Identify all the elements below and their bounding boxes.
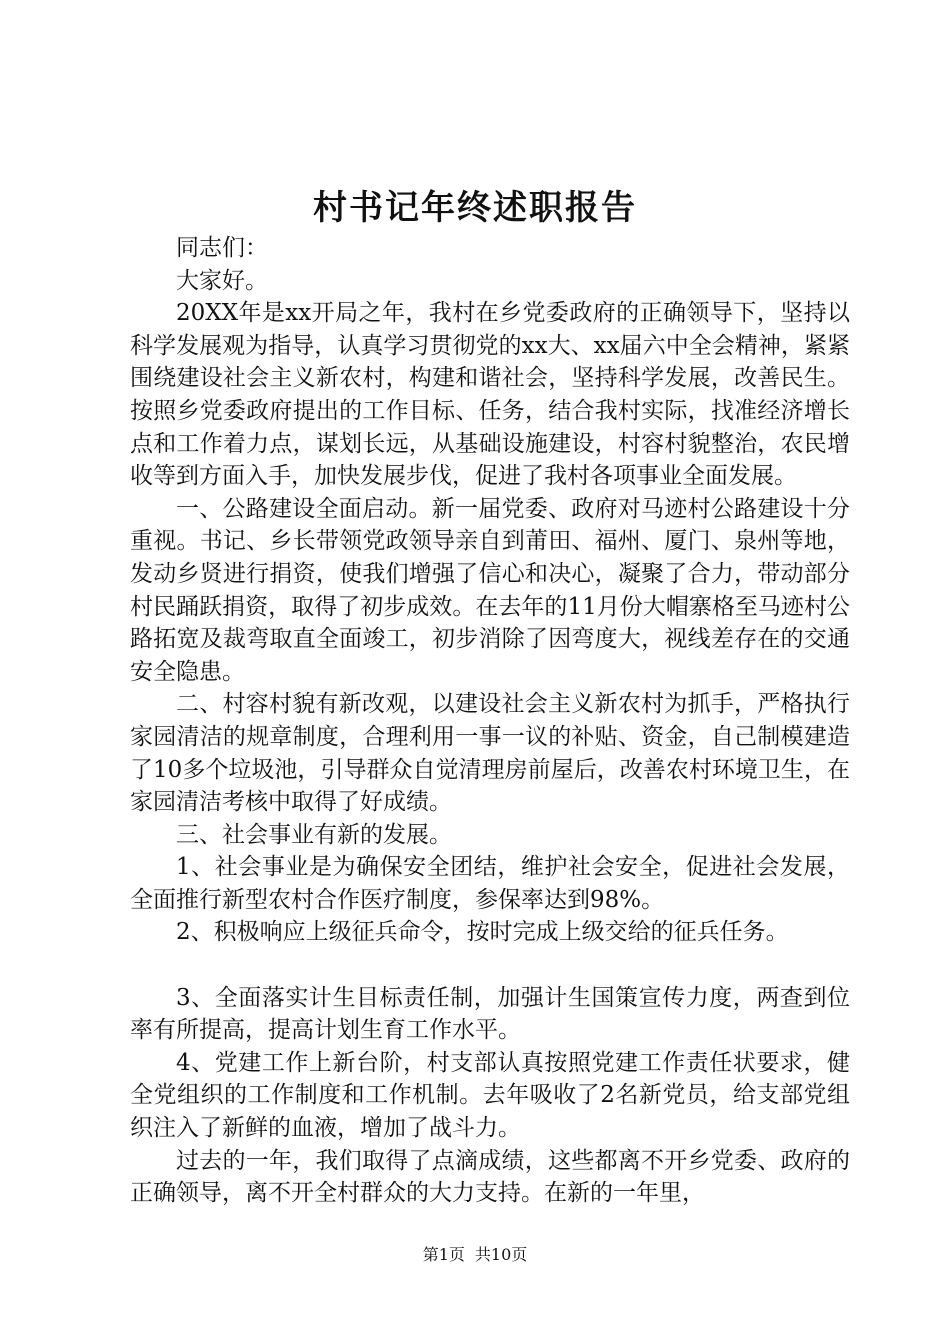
salutation: 同志们： [176,235,268,261]
document-title: 村书记年终述职报告 [313,188,637,228]
item-medical-insurance: 1、社会事业是为确保安全团结，维护社会安全，促进社会发展，全面推行新型农村合作医疗制度，参保率达到98%。 [130,854,850,913]
section-village-appearance: 二、村容村貌有新改观，以建设社会主义新农村为抓手，严格执行家园清洁的规章制度，合理利用一事一议的补贴、资金，自己制模建造了10多个垃圾池，引导群众自觉清理房前屋后，改善农村环境卫生，在家园清洁考核中取得了好成绩。 [130,691,850,816]
section-social-affairs-heading: 三、社会事业有新的发展。 [176,821,452,848]
page-number: 第1页 [422,1245,465,1264]
intro-paragraph: 20XX年是xx开局之年，我村在乡党委政府的正确领导下，坚持以科学发展观为指导，认真学习贯彻党的xx大、xx届六中全会精神，紧紧围绕建设社会主义新农村，构建和谐社会，坚持科学发展，改善民生。按照乡党委政府提出的工作目标、任务，结合我村实际，找准经济增长点和工作着力点，谋划长远，从基础设施建设，村容村貌整治，农民增收等到方面入手，加快发展步伐，促进了我村各项事业全面发展。 [130,300,850,490]
page-total: 共10页 [474,1245,528,1264]
item-party-building: 4、党建工作上新台阶，村支部认真按照党建工作责任状要求，健全党组织的工作制度和工作机制。去年吸收了2名新党员，给支部党组织注入了新鲜的血液，增加了战斗力。 [130,1049,850,1142]
page-footer [0,1244,950,1266]
item-family-planning: 3、全面落实计生目标责任制，加强计生国策宣传力度，两查到位率有所提高，提高计划生育工作水平。 [130,984,850,1044]
greeting: 大家好。 [176,267,268,294]
document-body [130,232,850,1210]
item-conscription: 2、积极响应上级征兵命令，按时完成上级交给的征兵任务。 [176,919,789,946]
closing-paragraph: 过去的一年，我们取得了点滴成绩，这些都离不开乡党委、政府的正确领导，离不开全村群众的大力支持。在新的一年里， [130,1147,850,1207]
section-road-construction: 一、公路建设全面启动。新一届党委、政府对马迹村公路建设十分重视。书记、乡长带领党政领导亲自到莆田、福州、厦门、泉州等地，发动乡贤进行捐资，使我们增强了信心和决心，凝聚了合力，带动部分村民踊跃捐资，取得了初步成效。在去年的11月份大帽寨格至马迹村公路拓宽及裁弯取直全面竣工，初步消除了因弯度大，视线差存在的交通安全隐患。 [130,495,850,685]
